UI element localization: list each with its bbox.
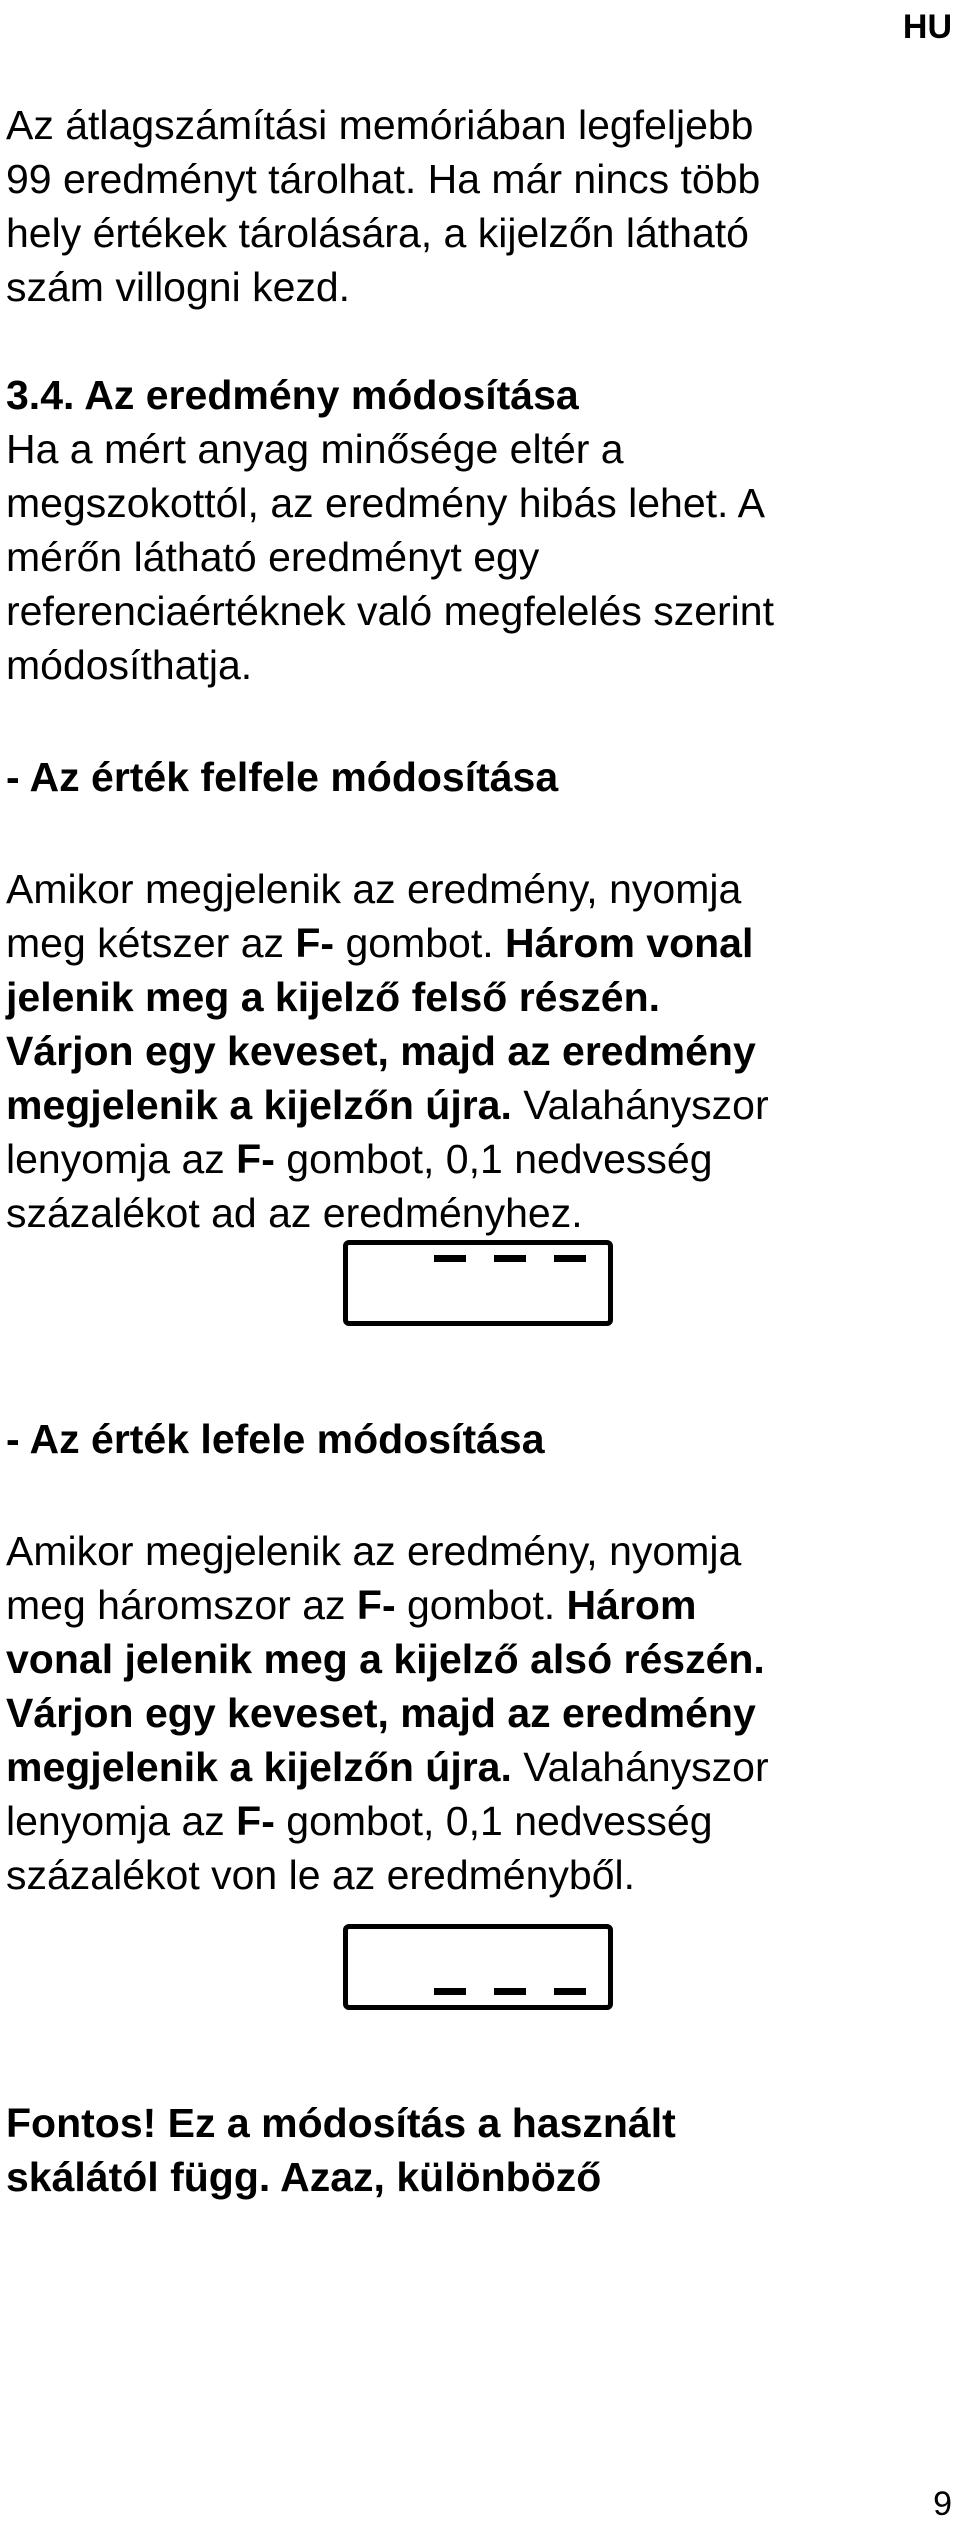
section-line: mérőn látható eredményt egy: [6, 534, 540, 580]
adjust-up-line: meg kétszer az F- gombot. Három vonal: [6, 920, 754, 966]
dash-mark: [434, 1255, 466, 1262]
intro-line: 99 eredményt tárolhat. Ha már nincs több: [6, 156, 761, 202]
dash-mark: [494, 1988, 526, 1995]
intro-line: Az átlagszámítási memóriában legfeljebb: [6, 102, 754, 148]
display-top-dashes: [343, 1240, 613, 1326]
adjust-up-heading: - Az érték felfele módosítása: [6, 754, 559, 800]
intro-line: hely értékek tárolására, a kijelzőn látható: [6, 210, 749, 256]
section-heading: 3.4. Az eredmény módosítása: [6, 372, 579, 418]
dash-mark: [434, 1988, 466, 1995]
adjust-up-line: százalékot ad az eredményhez.: [6, 1190, 583, 1236]
page-content: [6, 98, 956, 2204]
adjust-down-heading: - Az érték lefele módosítása: [6, 1416, 545, 1462]
adjust-down-line: megjelenik a kijelzőn újra. Valahányszor: [6, 1744, 769, 1790]
adjust-up-line: lenyomja az F- gombot, 0,1 nedvesség: [6, 1136, 713, 1182]
adjust-up-line: Várjon egy keveset, majd az eredmény: [6, 1028, 756, 1074]
intro-line: szám villogni kezd.: [6, 264, 351, 310]
display-bottom-dashes: [343, 1924, 613, 2010]
adjust-down-line: százalékot von le az eredményből.: [6, 1852, 636, 1898]
page-number: 9: [933, 2485, 952, 2523]
adjust-up-line: Amikor megjelenik az eredmény, nyomja: [6, 866, 742, 912]
adjust-up-line: megjelenik a kijelzőn újra. Valahányszor: [6, 1082, 769, 1128]
note-line: skálától függ. Azaz, különböző: [6, 2154, 602, 2200]
adjust-down-line: Várjon egy keveset, majd az eredmény: [6, 1690, 756, 1736]
language-tag: HU: [902, 8, 952, 46]
adjust-down-line: meg háromszor az F- gombot. Három: [6, 1582, 697, 1628]
dash-mark: [494, 1255, 526, 1262]
dash-mark: [554, 1988, 586, 1995]
adjust-down-line: Amikor megjelenik az eredmény, nyomja: [6, 1528, 742, 1574]
adjust-down-line: lenyomja az F- gombot, 0,1 nedvesség: [6, 1798, 713, 1844]
section-line: megszokottól, az eredmény hibás lehet. A: [6, 480, 765, 526]
adjust-up-line: jelenik meg a kijelző felső részén.: [6, 974, 660, 1020]
adjust-down-line: vonal jelenik meg a kijelző alsó részén.: [6, 1636, 765, 1682]
note-line: Fontos! Ez a módosítás a használt: [6, 2100, 676, 2146]
section-line: Ha a mért anyag minősége eltér a: [6, 426, 624, 472]
section-line: referenciaértéknek való megfelelés szerint: [6, 588, 774, 634]
dash-mark: [554, 1255, 586, 1262]
section-line: módosíthatja.: [6, 642, 253, 688]
